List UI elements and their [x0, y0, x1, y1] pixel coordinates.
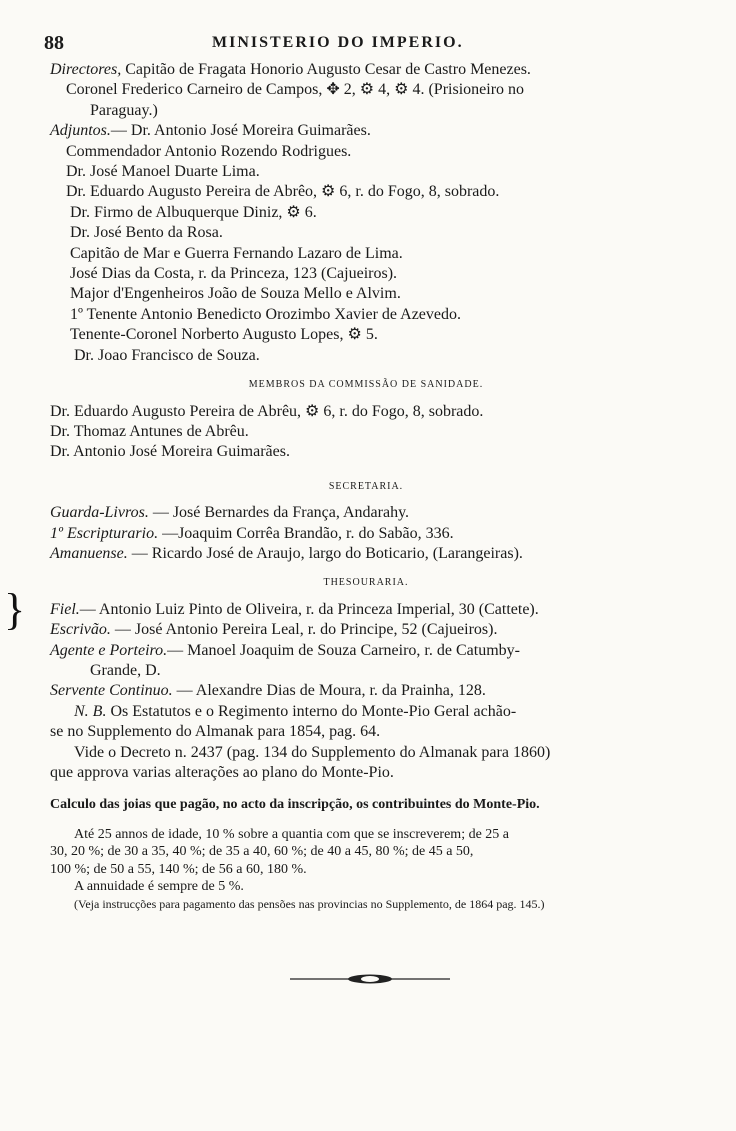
thesouraria-row — [50, 681, 682, 701]
calculo-annuity: A annuidade é sempre de 5 %. — [74, 879, 244, 895]
page-body — [50, 60, 682, 912]
thesouraria-text: Grande, D. — [90, 661, 161, 679]
sanidade-item: Dr. Eduardo Augusto Pereira de Abrêu, ⚙ 6, r. do Fogo, 8, sobrado. — [50, 402, 484, 420]
thesouraria-row — [50, 661, 682, 681]
secretaria-heading: SECRETARIA. — [328, 480, 404, 492]
thesouraria-text: — Alexandre Dias de Moura, r. da Prainha, 128. — [172, 682, 486, 700]
adjunto-item: Dr. Eduardo Augusto Pereira de Abrêo, ⚙ 6, r. do Fogo, 8, sobrado. — [66, 183, 500, 201]
secretaria-label: 1º Escripturario. — [50, 524, 159, 542]
adjunto-item: Dr. José Manoel Duarte Lima. — [66, 163, 260, 181]
adjuntos-label: Adjuntos. — [50, 122, 111, 140]
adjunto-item: Capitão de Mar e Guerra Fernando Lazaro de Lima. — [70, 244, 403, 262]
thesouraria-label: Agente e Porteiro. — [50, 641, 168, 659]
adjunto-item: Dr. Firmo de Albuquerque Diniz, ⚙ 6. — [70, 203, 317, 221]
thesouraria-label: Escrivão. — [50, 621, 111, 639]
secretaria-row — [50, 524, 682, 544]
nb-text-1: Os Estatutos e o Regimento interno do Monte-Pio Geral achão- — [110, 702, 517, 720]
adjunto-item: Dr. Joao Francisco de Souza. — [74, 346, 260, 364]
thesouraria-heading: THESOURARIA. — [323, 577, 409, 589]
directors-text-1: Capitão de Fragata Honorio Augusto Cesar de Castro Menezes. — [125, 61, 531, 78]
adjunto-item: Major d'Engenheiros João de Souza Mello e Alvim. — [70, 285, 401, 303]
decree-line-2: que approva varias alterações ao plano do Monte-Pio. — [50, 764, 394, 781]
adjunto-item: Dr. José Bento da Rosa. — [70, 224, 223, 242]
secretaria-text: — José Bernardes da França, Andarahy. — [148, 504, 410, 522]
adjuntos-first: — Dr. Antonio José Moreira Guimarães. — [110, 122, 371, 140]
adjunto-item: José Dias da Costa, r. da Princeza, 123 (Cajueiros). — [70, 265, 398, 283]
nb-line-1 — [50, 702, 682, 722]
thesouraria-label: Fiel. — [50, 600, 80, 618]
calculo-line-2: 30, 20 %; de 30 a 35, 40 %; de 35 a 40, 60 %; de 40 a 45, 80 %; de 45 a 50, — [50, 844, 474, 860]
directors-line-1 — [50, 60, 682, 80]
calculo-footnote: (Veja instrucções para pagamento das pensões nas provincias no Supplemento, de 1864 pag. 145.) — [74, 896, 545, 911]
thesouraria-row — [50, 620, 682, 640]
adjuntos-first-line — [50, 121, 682, 141]
adjunto-item: Tenente-Coronel Norberto Augusto Lopes, ⚙ 5. — [70, 326, 378, 344]
sanidade-heading: MEMBROS DA COMMISSÃO DE SANIDADE. — [248, 379, 484, 391]
sanidade-item: Dr. Antonio José Moreira Guimarães. — [50, 443, 290, 461]
page-header — [44, 32, 674, 54]
thesouraria-row — [50, 641, 682, 661]
thesouraria-label: Servente Continuo. — [50, 682, 173, 700]
adjunto-item: Commendador Antonio Rozendo Rodrigues. — [66, 142, 352, 160]
thesouraria-text: — José Antonio Pereira Leal, r. do Principe, 52 (Cajueiros). — [110, 621, 498, 639]
sanidade-item: Dr. Thomaz Antunes de Abrêu. — [50, 422, 249, 440]
secretaria-label: Amanuense. — [50, 544, 128, 562]
adjunto-item: 1º Tenente Antonio Benedicto Orozimbo Xavier de Azevedo. — [70, 305, 461, 323]
calculo-title: Calculo das joias que pagão, no acto da inscripção, os contribuintes do Monte-Pio. — [50, 797, 540, 813]
nb-line-2: se no Supplemento do Almanak para 1854, pag. 64. — [50, 723, 381, 741]
secretaria-label: Guarda-Livros. — [50, 504, 149, 522]
secretaria-row — [50, 544, 682, 564]
directors-line-2: Coronel Frederico Carneiro de Campos, ✥ 2, ⚙ 4, ⚙ 4. (Prisioneiro no — [66, 81, 525, 99]
decree-line-1: Vide o Decreto n. 2437 (pag. 134 do Supplemento do Almanak para 1860) — [74, 743, 551, 761]
secretaria-row — [50, 503, 682, 523]
thesouraria-row — [50, 600, 682, 620]
calculo-line-1: Até 25 annos de idade, 10 % sobre a quantia com que se inscreverem; de 25 a — [74, 826, 510, 842]
thesouraria-text: — Antonio Luiz Pinto de Oliveira, r. da Princeza Imperial, 30 (Cattete). — [79, 600, 539, 618]
nb-label: N. B. — [74, 702, 107, 720]
end-ornament-icon — [290, 972, 450, 986]
margin-bracket: } — [4, 585, 26, 634]
secretaria-text: — Ricardo José de Araujo, largo do Boticario, (Larangeiras). — [127, 544, 523, 562]
directors-label: Directores, — [50, 61, 122, 78]
secretaria-text: —Joaquim Corrêa Brandão, r. do Sabão, 336. — [158, 524, 454, 542]
calculo-line-3: 100 %; de 50 a 55, 140 %; de 56 a 60, 180 %. — [50, 861, 307, 877]
running-title: MINISTERIO DO IMPERIO. — [212, 34, 464, 51]
thesouraria-text: — Manoel Joaquim de Souza Carneiro, r. de Catumby- — [167, 641, 520, 659]
directors-line-3: Paraguay.) — [90, 101, 158, 119]
page-number: 88 — [44, 32, 64, 54]
